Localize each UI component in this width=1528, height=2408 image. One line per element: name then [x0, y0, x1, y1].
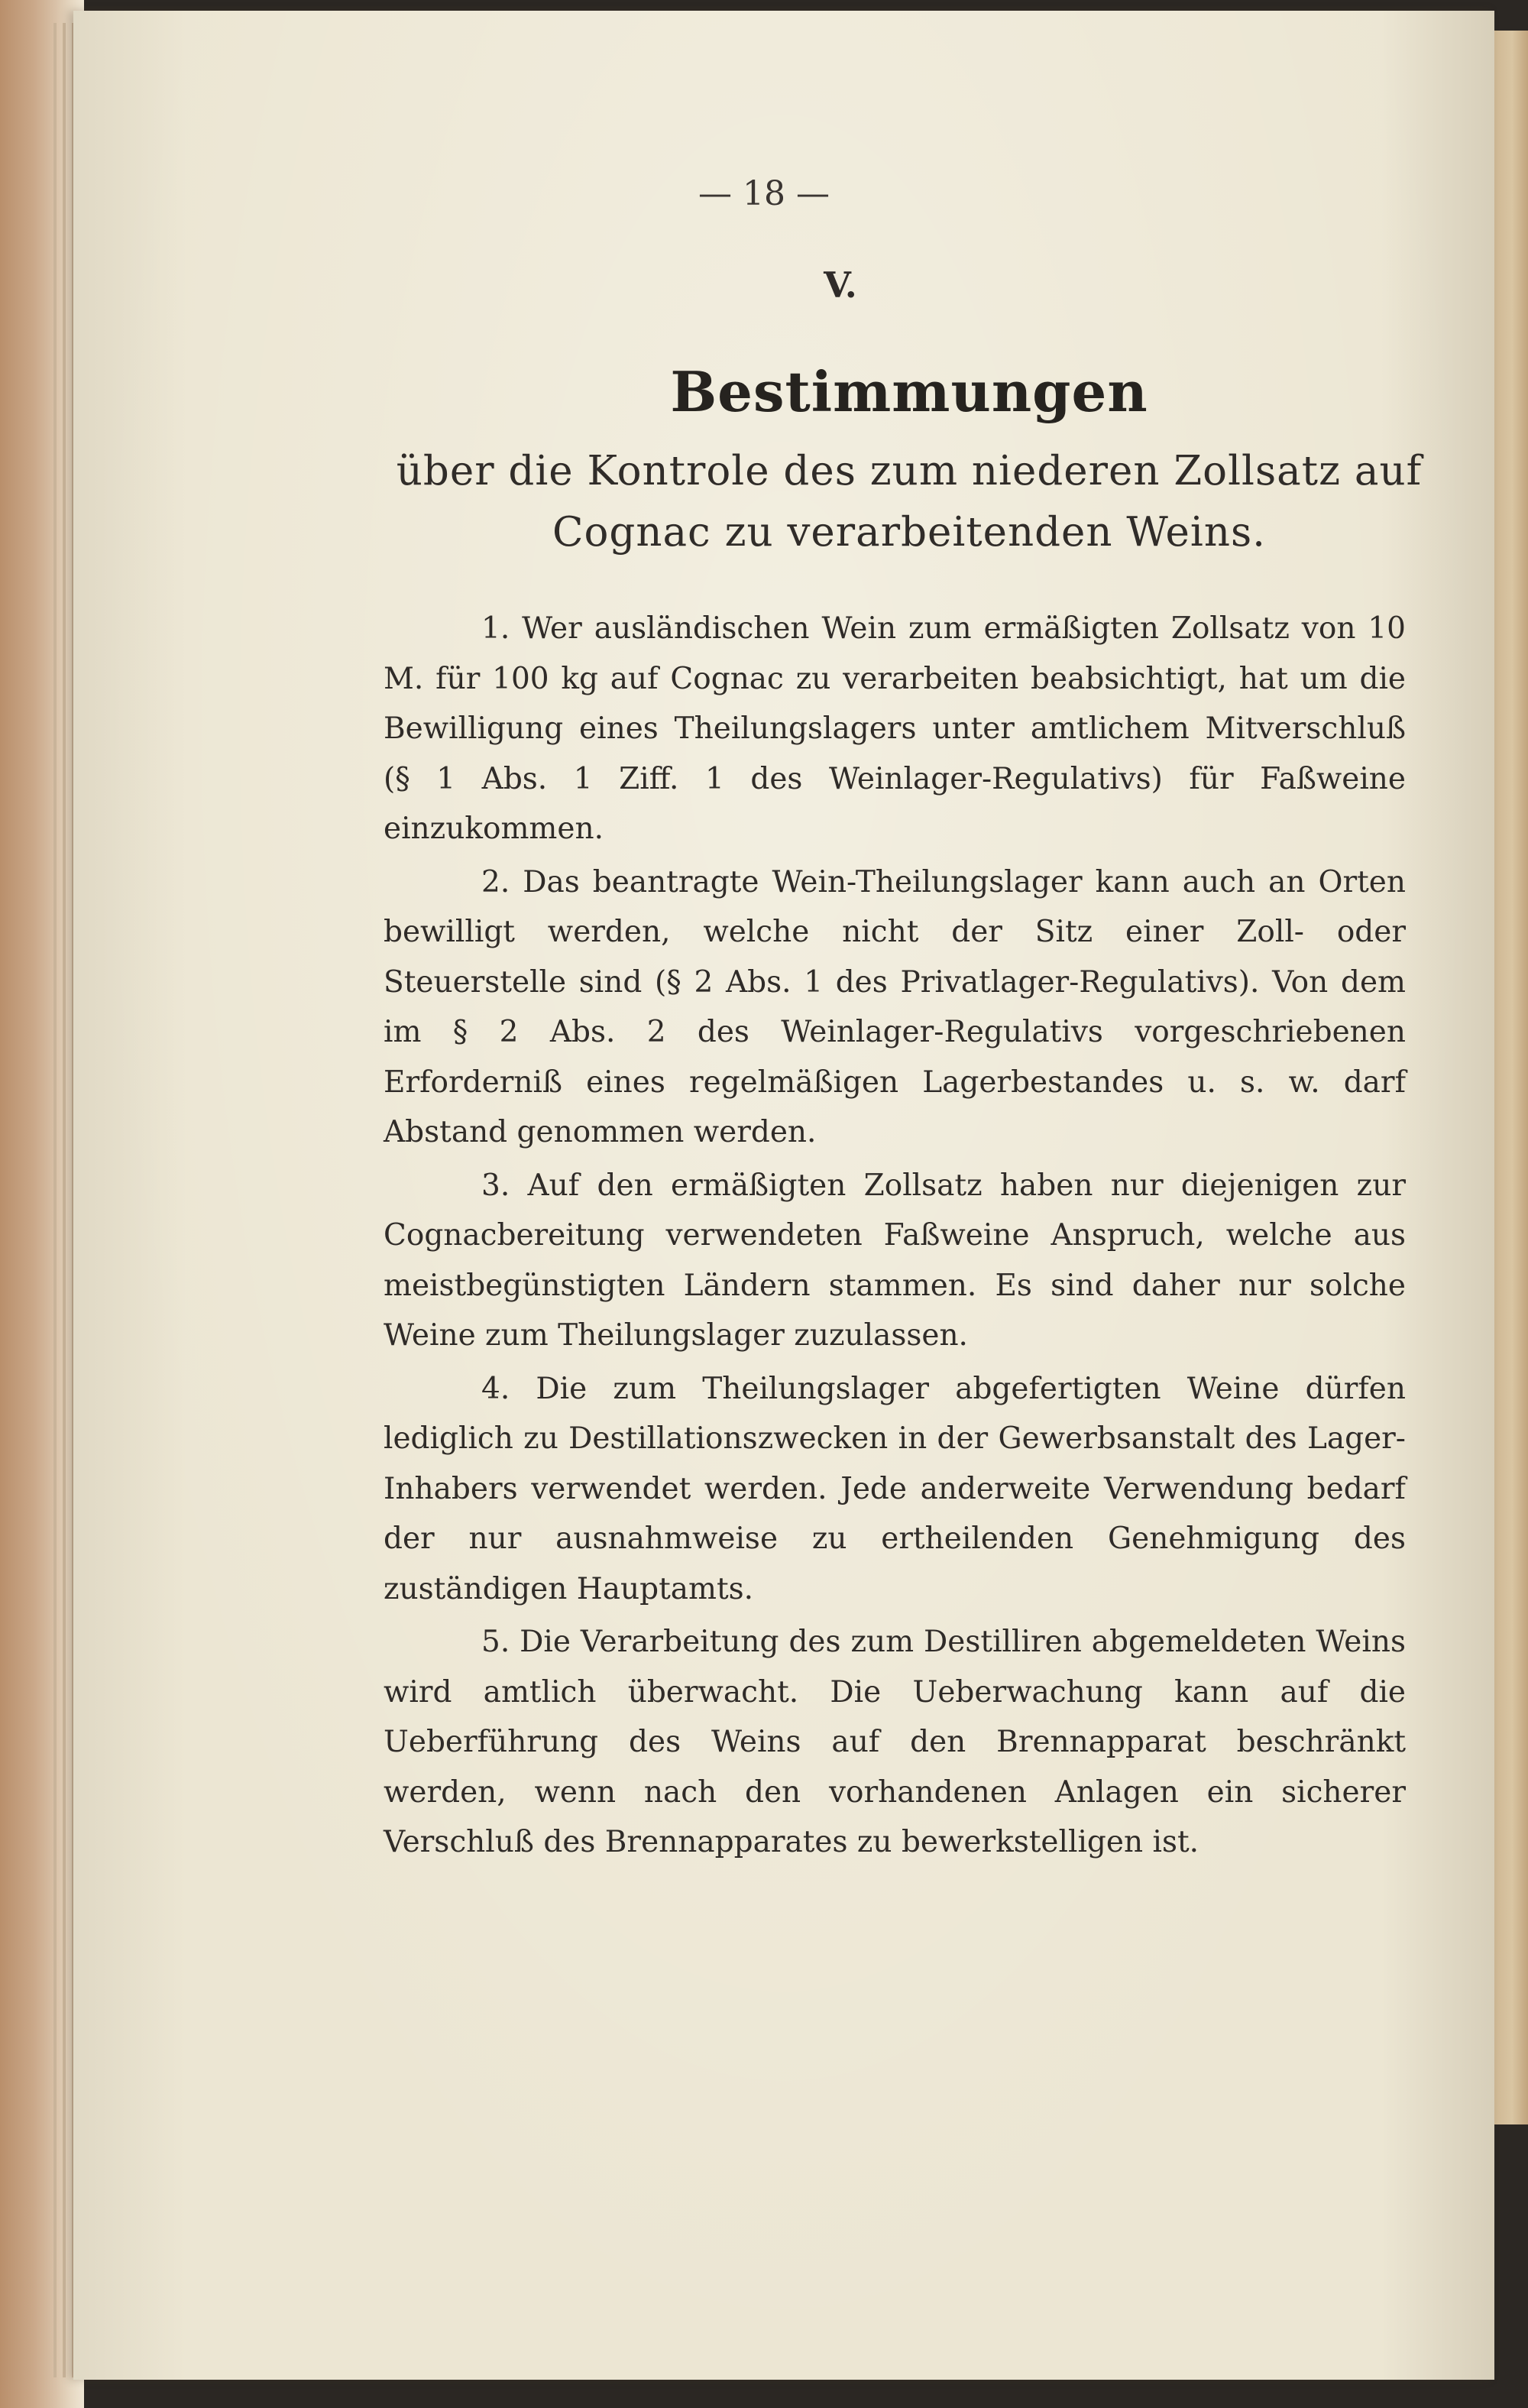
stacked-page-edges	[0, 0, 84, 2408]
body-text	[384, 604, 1406, 1868]
subtitle-line-2: Cognac zu verarbeitenden Weins.	[552, 509, 1267, 556]
page-edge-line	[53, 23, 57, 2377]
paragraph-5: 5. Die Verarbeitung des zum Destilliren abgemeldeten Weins wird amtlich überwacht. Die Ueberwachung kann auf die Ueberführung des Weins auf den Brennapparat beschränkt werden, wenn nach den vorhandenen Anlagen ein sicherer Verschluß des Brennapparates zu bewerkstelligen ist.	[384, 1625, 1406, 1859]
page-number: — 18 —	[698, 174, 830, 213]
paragraph-4: 4. Die zum Theilungslager abgefertigten Weine dürfen lediglich zu Destillationszwecken in der Gewerbsanstalt des Lager-Inhabers verwendet werden. Jede anderweite Verwendung bedarf der nur ausnahmweise zu ertheilenden Genehmigung des zuständigen Hauptamts.	[384, 1371, 1406, 1606]
page-title: Bestimmungen	[670, 359, 1148, 424]
paragraph-3: 3. Auf den ermäßigten Zollsatz haben nur diejenigen zur Cognacbereitung verwendeten Faßweine Anspruch, welche aus meistbegünstigten Ländern stammen. Es sind daher nur solche Weine zum Theilungslager zuzulassen.	[384, 1168, 1406, 1353]
page-edge-line	[63, 23, 66, 2377]
paragraph-2: 2. Das beantragte Wein-Theilungslager kann auch an Orten bewilligt werden, welche nicht der Sitz einer Zoll- oder Steuerstelle sind (§ 2 Abs. 1 des Privatlager-Regulativs). Von dem im § 2 Abs. 2 des Weinlager-Regulativs vorgeschriebenen Erforderniß eines regelmäßigen Lagerbestandes u. s. w. darf Abstand genommen werden.	[384, 864, 1406, 1149]
subtitle-line-1: über die Kontrole des zum niederen Zollsatz auf	[396, 448, 1423, 494]
paragraph-1: 1. Wer ausländischen Wein zum ermäßigten Zollsatz von 10 M. für 100 kg auf Cognac zu verarbeiten beabsichtigt, hat um die Bewilligung eines Theilungslagers unter amtlichem Mitverschluß (§ 1 Abs. 1 Ziff. 1 des Weinlager-Regulativs) für Faßweine einzukommen.	[384, 611, 1406, 846]
section-number: V.	[824, 264, 857, 306]
